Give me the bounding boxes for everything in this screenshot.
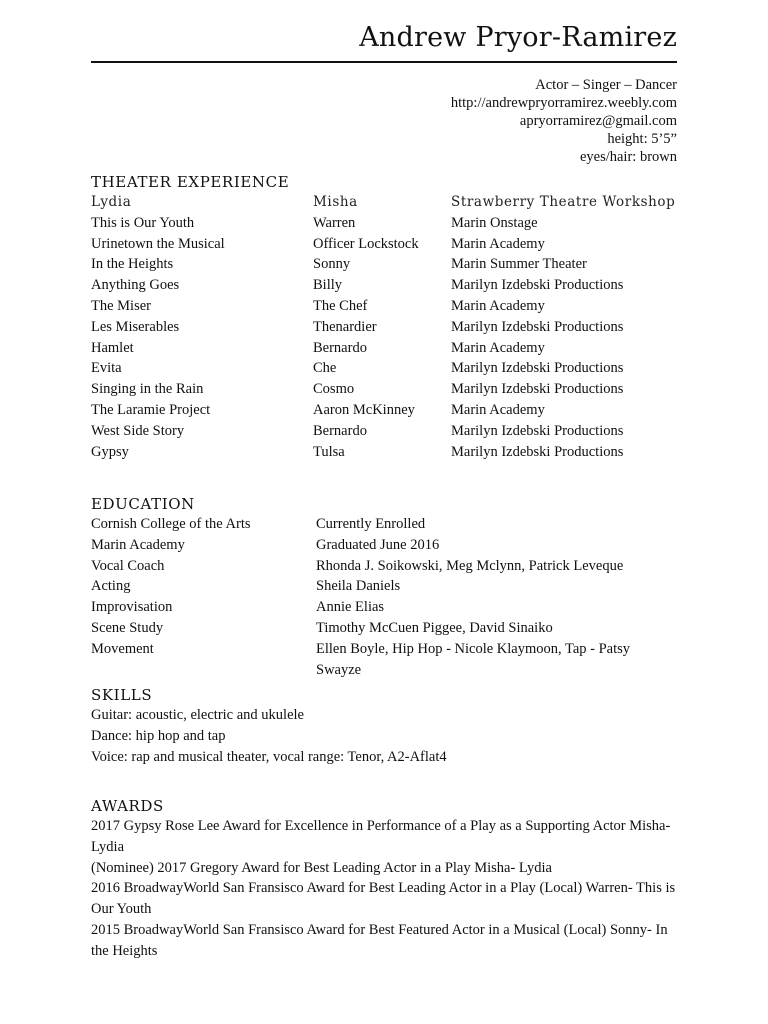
theater-company: Marilyn Izdebski Productions [451, 360, 624, 377]
theater-show: Anything Goes [91, 277, 180, 294]
theater-show: In the Heights [91, 256, 174, 273]
education-label: Vocal Coach [91, 557, 165, 574]
education-value: Timothy McCuen Piggee, David Sinaiko [316, 619, 553, 636]
awards-section [91, 796, 677, 962]
theater-row [91, 296, 677, 317]
theater-company: Marilyn Izdebski Productions [451, 318, 624, 335]
education-value: Currently Enrolled [316, 516, 426, 532]
education-label: Scene Study [91, 619, 164, 636]
theater-row [91, 338, 677, 359]
theater-role: Warren [313, 214, 356, 231]
education-section [91, 494, 677, 680]
theater-role: Sonny [313, 256, 351, 273]
theater-company: Marin Summer Theater [451, 256, 587, 273]
theater-company: Marilyn Izdebski Productions [451, 443, 624, 460]
skills-item: Dance: hip hop and tap [91, 727, 226, 744]
theater-company: Marilyn Izdebski Productions [451, 381, 624, 398]
theater-row [91, 442, 677, 463]
education-label: Cornish College of the Arts [91, 516, 251, 532]
theater-role: Bernardo [313, 422, 367, 439]
awards-heading: AWARDS [91, 797, 164, 815]
theater-role: Officer Lockstock [313, 235, 419, 252]
theater-header-company: Strawberry Theatre Workshop [451, 194, 676, 210]
theater-role: Cosmo [313, 381, 355, 398]
theater-show: Les Miserables [91, 318, 180, 335]
education-row [91, 535, 677, 556]
theater-row [91, 317, 677, 338]
award-item: 2015 BroadwayWorld San Fransisco Award for Best Featured Actor in a Musical (Local) Sonny- In the Heights [91, 921, 668, 959]
education-label: Marin Academy [91, 536, 185, 553]
theater-list [91, 213, 677, 463]
theater-row [91, 275, 677, 296]
education-label: Acting [91, 578, 131, 595]
theater-role: Che [313, 360, 337, 377]
theater-header-row [91, 192, 677, 213]
skills-heading: SKILLS [91, 686, 153, 704]
skills-section [91, 685, 677, 767]
theater-company: Marin Academy [451, 339, 545, 356]
theater-heading: THEATER EXPERIENCE [91, 173, 290, 191]
theater-row [91, 254, 677, 275]
theater-company: Marin Academy [451, 297, 545, 314]
education-value: Rhonda J. Soikowski, Meg Mclynn, Patrick Leveque [316, 557, 624, 574]
skills-item: Voice: rap and musical theater, vocal range: Tenor, A2-Aflat4 [91, 748, 447, 765]
contact-tagline: Actor – Singer – Dancer [535, 77, 677, 93]
education-label: Movement [91, 640, 154, 657]
theater-company: Marin Onstage [451, 214, 538, 231]
education-row [91, 639, 677, 681]
education-row [91, 597, 677, 618]
theater-row [91, 421, 677, 442]
theater-role: The Chef [313, 297, 368, 314]
education-value: Annie Elias [316, 599, 385, 616]
award-item: 2016 BroadwayWorld San Fransisco Award for Best Leading Actor in a Play (Local) Warren- This is Our Youth [91, 880, 676, 918]
education-value: Ellen Boyle, Hip Hop - Nicole Klaymoon, Tap - Patsy Swayze [316, 640, 631, 678]
resume-name: Andrew Pryor-Ramirez [359, 22, 677, 53]
theater-show: Urinetown the Musical [91, 235, 225, 252]
theater-company: Marilyn Izdebski Productions [451, 277, 624, 294]
contact-eyes-hair: eyes/hair: brown [579, 149, 677, 165]
theater-company: Marin Academy [451, 401, 545, 418]
theater-row [91, 358, 677, 379]
theater-role: Thenardier [313, 318, 377, 335]
contact-website[interactable]: http://andrewpryorramirez.weebly.com [450, 95, 677, 111]
theater-row [91, 213, 677, 234]
education-row [91, 618, 677, 639]
theater-role: Bernardo [313, 339, 367, 356]
theater-company: Marilyn Izdebski Productions [451, 422, 624, 439]
education-row [91, 514, 677, 535]
theater-role: Tulsa [313, 443, 345, 460]
contact-height: height: 5’5” [607, 131, 677, 147]
theater-show: West Side Story [91, 422, 185, 439]
header-rule [91, 61, 677, 63]
theater-row [91, 234, 677, 255]
theater-row [91, 379, 677, 400]
education-list [91, 514, 677, 680]
theater-company: Marin Academy [451, 235, 545, 252]
skills-item: Guitar: acoustic, electric and ukulele [91, 707, 304, 723]
theater-show: The Miser [91, 297, 151, 314]
theater-role: Billy [313, 277, 343, 294]
theater-row [91, 400, 677, 421]
education-value: Graduated June 2016 [316, 536, 440, 553]
theater-header-role: Misha [313, 194, 358, 210]
award-item: (Nominee) 2017 Gregory Award for Best Leading Actor in a Play Misha- Lydia [91, 859, 552, 876]
theater-show: Evita [91, 360, 122, 377]
education-row [91, 556, 677, 577]
education-heading: EDUCATION [91, 495, 195, 513]
theater-show: This is Our Youth [91, 214, 195, 231]
award-item: 2017 Gypsy Rose Lee Award for Excellence in Performance of a Play as a Supporting Actor Misha- Lydia [91, 818, 671, 855]
theater-role: Aaron McKinney [313, 401, 415, 418]
contact-email[interactable]: apryorramirez@gmail.com [519, 113, 677, 129]
theater-show: Hamlet [91, 339, 134, 356]
theater-section [91, 172, 677, 462]
theater-show: Singing in the Rain [91, 381, 204, 398]
theater-show: Gypsy [91, 443, 129, 460]
education-label: Improvisation [91, 599, 173, 616]
contact-block [451, 76, 677, 166]
education-row [91, 576, 677, 597]
theater-header-show: Lydia [91, 194, 132, 210]
theater-show: The Laramie Project [91, 401, 211, 418]
education-value: Sheila Daniels [316, 578, 401, 595]
